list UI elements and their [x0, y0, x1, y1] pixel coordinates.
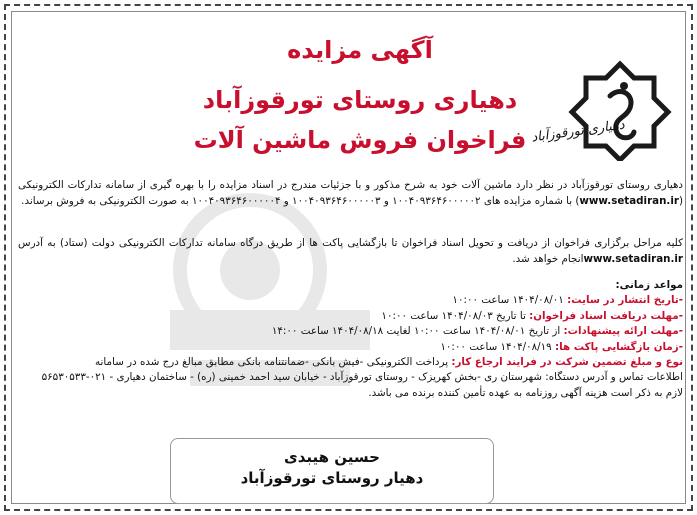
intro-text-end: ) با شماره مزایده های ۱۰۰۴۰۹۳۶۴۶۰۰۰۰۰۲ و ۱۰۰۴۰۹۳۶۴۶۰۰۰۰۰۳ و ۱۰۰۴۰۹۳۶۴۶۰۰۰۰۰۴ به صورت الکترونیکی به فروش برساند. — [21, 194, 580, 207]
date-row-publish — [13, 293, 683, 308]
guarantee-label: نوع و مبلغ تضمین شرکت در فرایند ارجاع کار: — [451, 356, 683, 369]
process-text-end: انجام خواهد شد. — [512, 252, 584, 265]
process-paragraph — [18, 236, 683, 267]
logo-caption: دهیاری تورقوزآباد — [530, 117, 626, 146]
date-row-documents — [13, 309, 683, 324]
process-text-start: کلیه مراحل برگزاری فراخوان از دریافت و تحویل اسناد فراخوان تا بازگشایی پاکت ها از طریق درگاه سامانه تدارکات الکترونیکی دولت (ستاد) به آدرس — [18, 237, 683, 249]
date-label: -تاریخ انتشار در سایت: — [567, 294, 683, 307]
signatory-title: دهیار روستای تورقوزآباد — [240, 469, 424, 487]
intro-paragraph — [18, 178, 683, 209]
guarantee-row — [13, 355, 683, 370]
setadiran-link-1[interactable]: www.setadiran.ir — [579, 194, 679, 207]
guarantee-value: پرداخت الکترونیکی -فیش بانکی -ضمانتنامه بانکی مطابق مبالغ درج شده در سامانه — [95, 356, 449, 369]
signatory-name: حسین هیبدی — [284, 448, 380, 466]
organization-heading: دهیاری روستای تورقوزآباد — [202, 86, 518, 114]
dates-title: مواعد زمانی: — [615, 279, 683, 291]
details-list — [13, 278, 683, 401]
date-label: -مهلت ارائه پیشنهادات: — [563, 325, 683, 338]
date-label: -زمان بازگشایی پاکت ها: — [554, 340, 683, 353]
notice-type-heading: آگهی مزایده — [287, 36, 433, 64]
date-value: ۱۴۰۴/۰۸/۱۹ ساعت ۱۰:۰۰ — [440, 340, 552, 353]
intro-text-start: دهیاری روستای تورقوزآباد در نظر دارد ماشین آلات خود به شرح مذکور و با جزئیات مندرج در اسناد مزایده را با بهره گیری از سامانه تدارکات الکترونیکی ( — [18, 179, 683, 207]
contact-row: اطلاعات تماس و آدرس دستگاه: شهرستان ری -بخش کهریزک - روستای تورقوزآباد - خیابان سید احمد خمینی (ره) - ساختمان دهیاری - ۰۲۱-۵۶۵۳۰۵۳۳ — [41, 371, 683, 384]
dehyari-logo-icon — [560, 56, 680, 161]
subject-heading: فراخوان فروش ماشین آلات — [193, 126, 527, 154]
date-row-opening — [13, 340, 683, 355]
date-label: -مهلت دریافت اسناد فراخوان: — [529, 309, 683, 322]
date-value: از تاریخ ۱۴۰۴/۰۸/۰۱ ساعت ۱۰:۰۰ لغایت ۱۴۰۴/۰۸/۱۸ ساعت ۱۴:۰۰ — [271, 325, 561, 338]
date-row-offers — [13, 324, 683, 339]
setadiran-link-2[interactable]: www.setadiran.ir — [583, 252, 683, 265]
date-value: تا تاریخ ۱۴۰۴/۰۸/۰۳ ساعت ۱۰:۰۰ — [381, 309, 526, 322]
date-value: ۱۴۰۴/۰۸/۰۱ ساعت ۱۰:۰۰ — [452, 294, 564, 307]
signature-box — [170, 438, 494, 504]
note-row: لازم به ذکر است هزینه آگهی روزنامه به عهده تأمین کننده برنده می باشد. — [368, 386, 683, 399]
